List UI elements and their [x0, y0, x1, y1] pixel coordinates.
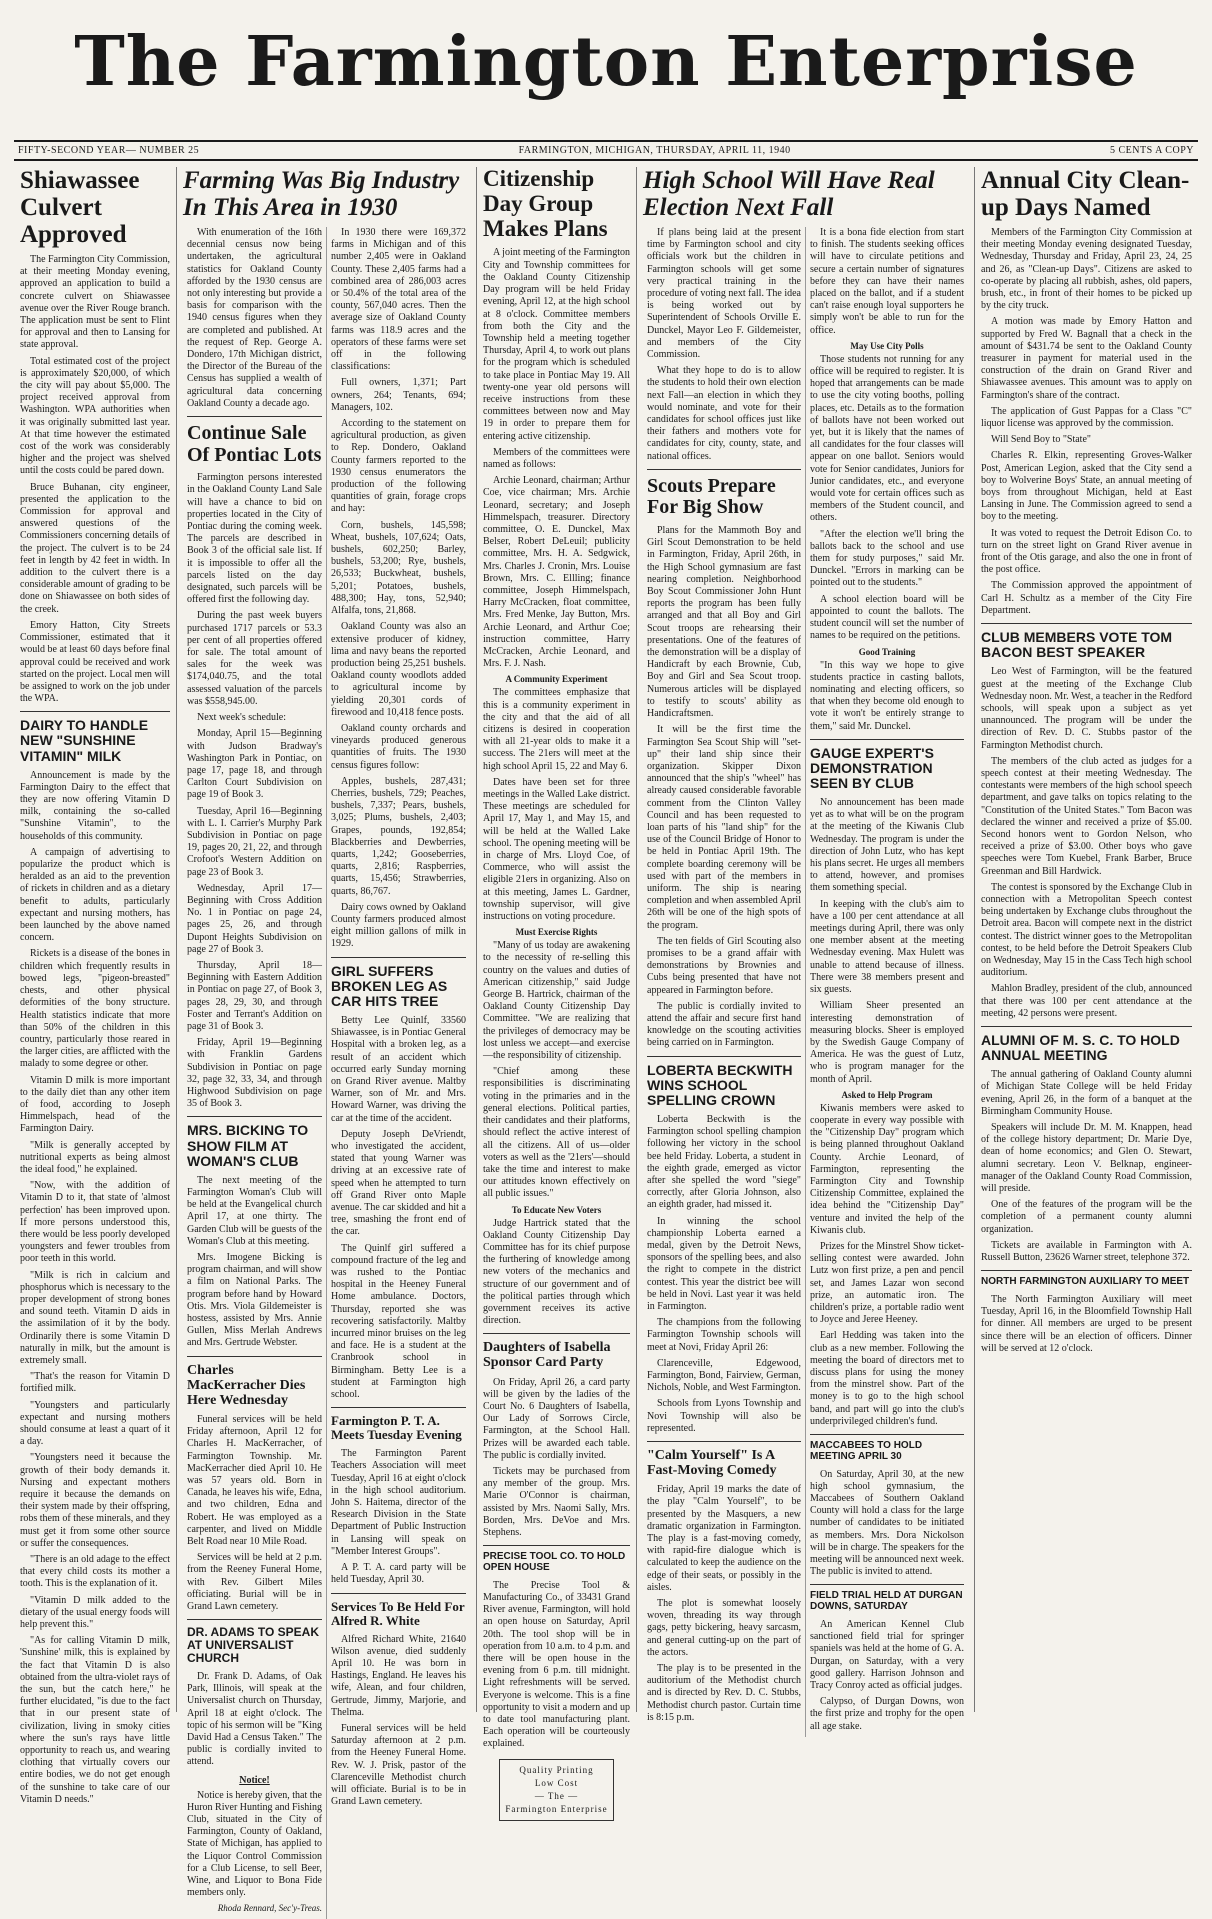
headline-scouts: Scouts Prepare For Big Show — [647, 474, 776, 519]
divider — [810, 1584, 964, 1585]
article-body-beckwith — [647, 1114, 801, 1435]
paragraph: Calypso, of Durgan Downs, won the first prize and trophy for the open all age stake. — [810, 1696, 964, 1732]
column-2-split — [183, 227, 470, 1919]
paragraph: Loberta Beckwith is the Farmington school spelling champion following her victory in the school bee held Friday. Loberta, a student in the eighth grade, emerged as victor after she spelled the word "siege" correctly, after Gloria Johnson, also an eighth grader, had missed it. — [647, 1113, 801, 1211]
divider — [647, 1056, 801, 1057]
headline-pontiac: Continue Sale Of Pontiac Lots — [187, 422, 322, 466]
paragraph: The annual gathering of Oakland County alumni of Michigan State College will be held Friday evening, April 26, in the form of a banquet at the Birmingham Community House. — [981, 1069, 1192, 1117]
paragraph: Total estimated cost of the project is approximately $20,000, of which the city will pay about $5,000. The project received approval from Washington. WPA authorities when it was originally submitted last year. At that time however the estimated cost of the work was considerably higher and the project was shelved until the costs could be pared down. — [20, 355, 170, 477]
subhead: Must Exercise Rights — [515, 927, 598, 938]
paragraph: The next meeting of the Farmington Woman's Club will be held at the Evangelical church April 17, at one thirty. The Garden Club will be guests of the Woman's Club at this meeting. — [187, 1174, 322, 1247]
headline-beckwith: LOBERTA BECKWITH WINS SCHOOL SPELLING CROWN — [647, 1061, 793, 1108]
article-dairy — [20, 718, 170, 1806]
notice-signature: Rhoda Rennard, Sec'y-Treas. — [217, 1903, 322, 1914]
headline: DAIRY TO HANDLE NEW "SUNSHINE VITAMIN" MILK — [20, 717, 149, 764]
paragraph: Dr. Frank D. Adams, of Oak Park, Illinois, will speak at the Universalist church on Thursday, April 18 at eight o'clock. The topic of his sermon will be "King David Had a Census Taken." The public is cordially invited to attend. — [187, 1671, 322, 1768]
paragraph: In keeping with the club's aim to have a 100 per cent attendance at all meetings during April, there was only one member absent at the meeting Wednesday evening. Max Hulett was unable to attend because of illness. There were 38 members present and six guests. — [810, 898, 964, 996]
subhead: A Community Experiment — [505, 674, 608, 685]
paragraph: Funeral services will be held Saturday afternoon at 2 p.m. from the Heeney Funeral Home. Rev. W. J. Prisk, pastor of the Clarenceville Methodist church will officiate. Burial is to be in Grand Lawn cemetery. — [331, 1722, 466, 1808]
headline-election: High School Will Have Real Election Next Fall — [643, 167, 935, 221]
paragraph: Bruce Buhanan, city engineer, presented the application to the Commission for approval and answered questions of the Commissioners concerning details of the project. The culvert is to be 24 feet in length by 42 feet in width. In addition to the culvert there is a considerable amount of grading to be done on Shiawassee on both sides of the creek. — [20, 481, 170, 615]
column-4-split — [643, 227, 968, 1737]
advert-line: Farmington Enterprise — [505, 1803, 608, 1814]
paragraph: Those students not running for any office will be required to register. It is hoped that arrangements can be made to use the city voting booths, polling places, etc. Details as to the formation of ballots have not been worked out yet, but it is likely that the names of all candidates for the four classes will appear on one ballot. Seniors would vote for Senior candidates, Juniors for Junior candidates, etc., and everyone would vote for certain offices such as members of the Student council, and others. — [810, 353, 964, 524]
paragraph: The North Farmington Auxiliary will meet Tuesday, April 16, in the Bloomfield Township Hall for dinner. All members are urged to be present since there will be an election of officers. Dinner will be served at 12 o'clock. — [981, 1294, 1192, 1354]
paragraph: Services will be held at 2 p.m. from the Reeney Funeral Home, with Rev. Gilbert Miles officiating. Burial will be in Grand Lawn cemetery. — [187, 1552, 322, 1612]
paragraph: The Farmington Parent Teachers Association will meet Tuesday, April 16 at eight o'clock in the high school auditorium. John S. Haitema, director of the Research Division in the State Department of Public Instruction in Lansing will speak on "Member Interest Groups". — [331, 1448, 466, 1557]
paragraph: Deputy Joseph DeVriendt, who investigated the accident, stated that young Warner was driving at an excessive rate of speed when he attempted to turn off Grand River onto Maple avenue. The car skidded and hit a tree, smashing the front end of the car. — [331, 1128, 466, 1238]
article-body-farming-b — [331, 227, 466, 951]
article-body-bicking — [187, 1175, 322, 1350]
headline-cleanup: Annual City Clean-up Days Named — [981, 167, 1190, 221]
article-body-auxiliary — [981, 1294, 1192, 1355]
paragraph: Farmington persons interested in the Oakland County Land Sale will have a chance to bid on properties located in the City of Pontiac during the coming week. The parcels are described in Book 3 of the official sale list. If it is impossible to offer all the parcels listed on the day designated, such parcels will be offered first the following day. — [187, 472, 322, 606]
paragraph: "Now, with the addition of Vitamin D to it, that state of 'almost perfection' has been improved upon. If more persons understood this, there would be less poorly developed youngsters and fewer troubles from poor teeth in this world. — [20, 1180, 170, 1265]
price: 5 CENTS A COPY — [1110, 145, 1194, 156]
article-body-citizenship-4 — [483, 1218, 630, 1328]
paragraph: What they hope to do is to allow the students to hold their own election next Fall—an election in which they would nominate, and vote for their candidates for school offices just like their fathers and mothers vote for candidates for city, county, state, and national offices. — [647, 365, 801, 462]
article-body-election-b — [810, 227, 964, 337]
headline-precise: PRECISE TOOL CO. TO HOLD OPEN HOUSE — [483, 1551, 626, 1573]
divider — [187, 416, 322, 417]
column-2 — [177, 167, 477, 1914]
paragraph: A joint meeting of the Farmington City and Township committees for the Oakland County Citizenship Day program will be held Friday evening, April 12, at the high school at 8 o'clock. Committee members from both the City and the Township held a meeting together Thursday, April 4, to work out plans for the program which is scheduled to take place in Pontiac May 19. All twenty-one year old persons will receive instructions from these committees between now and May 19 in order to prepare them for entering active citizenship. — [483, 247, 630, 442]
paragraph: "Vitamin D milk added to the dietary of the usual energy foods will help prevent this." — [20, 1594, 170, 1631]
headline-alumni: ALUMNI OF M. S. C. TO HOLD ANNUAL MEETING — [981, 1032, 1180, 1064]
headline-maccabees: MACCABEES TO HOLD MEETING APRIL 30 — [810, 1440, 923, 1462]
article-body-mackerracher — [187, 1414, 322, 1613]
headline-gauge: GAUGE EXPERT'S DEMONSTRATION SEEN BY CLUB — [810, 744, 934, 791]
paragraph: Oakland County was also an extensive producer of kidney, lima and navy beans the reported production being 25,251 bushels. Oakland county woodlots added to agricultural income by yielding 20,301 cords of firewood and 10,418 fence posts. — [331, 621, 466, 718]
paragraph: Speakers will include Dr. M. M. Knappen, head of the college history department; Dr. Marie Dye, dean of home economics; and Glen O. Stewart, alumni secretary. Leon V. Belknap, engineer-manager of the Oakland County Road Commission, will preside. — [981, 1122, 1192, 1195]
article-body-durgan — [810, 1619, 964, 1733]
article-body-citizenship-3 — [483, 940, 630, 1200]
paragraph: It is a bona fide election from start to finish. The students seeking offices will have to circulate petitions and secure a certain number of signatures before they can have their names placed on the ballot, and if a student can't raise enough loyal supporters he simply won't be able to run for the office. — [810, 227, 964, 336]
paragraph: The plot is somewhat loosely woven, threading its way through gags, petty bickering, heavy sarcasm, and general cutting-up on the part of the actors. — [647, 1598, 801, 1658]
paragraph: On Friday, April 26, a card party will be given by the ladies of the Court No. 6 Daughters of Isabella, Our Lady of Sorrows Circle, Farmington, at the School Hall. Prizes will be awarded each table. The public is cordially invited. — [483, 1376, 630, 1461]
divider — [647, 469, 801, 470]
dateline-bar — [14, 140, 1198, 161]
article-body-election-2 — [810, 354, 964, 643]
divider — [647, 1441, 801, 1442]
headline-bicking: MRS. BICKING TO SHOW FILM AT WOMAN'S CLUB — [187, 1122, 309, 1169]
paragraph: A campaign of advertising to popularize the product which is heralded as an aid to the prevention of rickets in children and as a dietary benefit to adults, particularly expectant and nursing mothers, has been launched by the above named concern. — [20, 846, 170, 944]
paragraph: With enumeration of the 16th decennial census now being undertaken, the agricultural statistics for Oakland County afforded by the 1930 census are not only interesting but provide a basis for comparison with the 1940 census figures when they are completed and published. At the request of Rep. George A. Dondero, 17th Michigan district, the Director of the Bureau of the Census has supplied a wealth of agricultural data concerning Oakland County a decade ago. — [187, 227, 322, 409]
divider — [187, 1116, 322, 1117]
article-body-election-3 — [810, 660, 964, 733]
headline-mackerracher: Charles MacKerracher Dies Here Wednesday — [187, 1362, 306, 1408]
article-body-girl — [331, 1015, 466, 1401]
article-body-citizenship-2 — [483, 687, 630, 923]
article-body-isabella — [483, 1377, 630, 1540]
article-body-pontiac — [187, 472, 322, 1110]
headline: Shiawassee Culvert Approved — [20, 167, 140, 248]
paragraph: Vitamin D milk is more important to the daily diet than any other item of food, according to Joseph Himmelspach, head of the Farmington Dairy. — [20, 1074, 170, 1135]
paragraph: Tickets are available in Farmington with A. Russell Button, 23626 Warner street, telephone 372. — [981, 1239, 1192, 1264]
paragraph: Schools from Lyons Township and Novi Township will also be represented. — [647, 1398, 801, 1434]
divider — [187, 1356, 322, 1357]
paragraph: Dates have been set for three meetings in the Walled Lake district. These meetings are scheduled for April 17, May 1, and May 15, and will be held at the Walled Lake school. The opening meeting will be in charge of Mrs. Lloyd Coe, of Commerce, who will assist the eligible 21ers in organizing. Also on at this meeting, James L. Gardner, township supervisor, will give instructions on voting procedure. — [483, 776, 630, 923]
masthead-title: The Farmington Enterprise — [74, 22, 1138, 102]
paragraph: A P. T. A. card party will be held Tuesday, April 30. — [331, 1562, 466, 1586]
paragraph: During the past week buyers purchased 1717 parcels or 53.3 per cent of all properties offered for sale. The total amount of sales for the week was $174,040.75, and the total assessed valuation of the parcels was $558,945.00. — [187, 610, 322, 707]
column-4a — [643, 227, 805, 1737]
paragraph: "That's the reason for Vitamin D fortified milk. — [20, 1371, 170, 1395]
paragraph: Friday, April 19—Beginning with Franklin Gardens Subdivision in Pontiac on page 32, page 32, 33, 34, and through Highwood Subdivision on page 35 of Book 3. — [187, 1037, 322, 1110]
paragraph: The committees emphasize that this is a community experiment in the city and that the aid of all citizens is desired in cooperation with all 21-year olds to make it a success. The 21ers will meet at the high school April 15, 22 and May 6. — [483, 687, 630, 772]
paragraph: Rickets is a disease of the bones in children which frequently results in bowed legs, "pigeon-breasted" chests, and other physical deformities of the bony structure. Health statistics indicate that more than 50% of the children in this country, particularly those reared in the larger cities, are afflicted with the malady to some degree or other. — [20, 948, 170, 1070]
paragraph: It was voted to request the Detroit Edison Co. to turn on the street light on Grand River avenue in front of the Otis garage, and also the one in front of the post office. — [981, 527, 1192, 576]
subhead: Good Training — [858, 646, 916, 657]
paragraph: The Commission approved the appointment of Carl H. Schultz as a member of the City Fire Department. — [981, 580, 1192, 616]
paragraph: "In this way we hope to give students practice in casting ballots, nominating and electing officers, so that when they become old enough to vote it won't be entirely strange to them," said Mr. Dunckel. — [810, 659, 964, 732]
article-body-election-a — [647, 227, 801, 463]
article-body-calm — [647, 1484, 801, 1724]
paragraph: Dairy cows owned by Oakland County farmers produced almost eight million gallons of milk in 1929. — [331, 901, 466, 950]
headline-auxiliary: NORTH FARMINGTON AUXILIARY TO MEET — [981, 1276, 1190, 1288]
paragraph: The application of Gust Pappas for a Class "C" liquor license was approved by the commission. — [981, 405, 1192, 430]
article-body-scouts — [647, 525, 801, 1050]
article-body-white — [331, 1634, 466, 1809]
paragraph: The Quinlf girl suffered a compound fracture of the leg and was rushed to the Pontiac hospital in the Heeney Funeral Home ambulance. Doctors, Thursday, reported she was recovering satisfactorily. Maltby incurred minor bruises on the leg and face. He is a student at the Cranbrook school in Birmingham. Betty Lee is a student at Farmington high school. — [331, 1242, 466, 1400]
headline-bacon: CLUB MEMBERS VOTE TOM BACON BEST SPEAKER — [981, 629, 1173, 661]
article-body-farming-a — [187, 227, 322, 410]
columns — [14, 166, 1198, 1914]
paragraph: "Chief among these responsibilities is discriminating voting in the primaries and in the general elections. Political parties, their candidates and their platforms, should reflect the active interest of all the citizens. All of us—older voters as well as the '21ers'—should take the time and interest to make our attitudes known effectively on all public issues." — [483, 1066, 630, 1200]
paragraph: "As for calling Vitamin D milk, 'Sunshine' milk, this is explained by the fact that Vitamin D is also obtained from the ultra-violet rays of the sun, but the catch here," he further elucidated, "is due to the fact that in our present state of civilization, living in smoky cities where the sun's rays have little opportunity to reach us, and wearing clothing that virtually covers our entire bodies, we do not get enough of the sunshine to take care of our Vitamin D needs." — [20, 1635, 170, 1805]
paragraph: Funeral services will be held Friday afternoon, April 12 for Charles H. MacKerracher, of Farmington Township. Mr. MacKerracher died April 10. He was 57 years old. Born in Canada, he leaves his wife, Edna, and two children, Edna and Robert. He was employed as a carpenter, and lived on Middle Belt Road near 10 Mile Road. — [187, 1413, 322, 1547]
paragraph: An American Kennel Club sanctioned field trial for springer spaniels was held at the home of G. A. Durgan, on Saturday, with a very good gallery. Harrison Johnson and Tracy Conroy acted as official judges. — [810, 1619, 964, 1692]
article-body-adams — [187, 1671, 322, 1769]
paragraph: Kiwanis members were asked to cooperate in every way possible with the "Citizenship Day" program which is being planned throughout Oakland County. Archie Leonard, of Farmington, representing the Farmington City and Township Citizenship Committee, explained the idea behind the "Citizenship Day" venture and invited the help of the Kiwanis club. — [810, 1102, 964, 1236]
headline-adams: DR. ADAMS TO SPEAK AT UNIVERSALIST CHURCH — [187, 1625, 320, 1666]
divider — [20, 711, 170, 712]
headline-pta: Farmington P. T. A. Meets Tuesday Evening — [331, 1413, 462, 1443]
paragraph: Apples, bushels, 287,431; Cherries, bushels, 729; Peaches, bushels, 7,337; Pears, bushels, 3,025; Plums, bushels, 2,403; Grapes, pounds, 192,854; Blackberries and Dewberries, quarts, 1,242; Gooseberries, quarts, 2,816; Raspberries, quarts, 15,456; Strawberries, quarts, 86,767. — [331, 775, 466, 897]
paragraph: Judge Hartrick stated that the Oakland County Citizenship Day Committee has for its chief purpose the furthering of knowledge among new voters of the mechanics and structure of our government and of the political parties through which government receives its active direction. — [483, 1217, 630, 1327]
column-4 — [637, 167, 975, 1732]
paragraph: Mahlon Bradley, president of the club, announced that there was 100 per cent attendance at the meeting, 42 persons were present. — [981, 983, 1192, 1019]
paragraph: Clarenceville, Edgewood, Farmington, Bond, Fairview, German, Nichols, Noble, and West Farmington. — [647, 1357, 801, 1394]
paragraph: One of the features of the program will be the completion of a permanent county alumni organization. — [981, 1199, 1192, 1235]
headline-white: Services To Be Held For Alfred R. White — [331, 1598, 465, 1628]
paragraph: A school election board will be appointed to count the ballots. The student council will set the number of names to be required on the petitions. — [810, 593, 964, 642]
headline-durgan: FIELD TRIAL HELD AT DURGAN DOWNS, SATURDAY — [810, 1590, 963, 1613]
paragraph: "Many of us today are awakening to the necessity of re-selling this country on the values and duties of American citizenship," said Judge George B. Hartrick, chairman of the Oakland County Citizenship Day Committee. "We are realizing that the privileges of democracy may be lost unless we accept—and exercise—the responsibility of citizenship. — [483, 940, 630, 1062]
divider — [981, 1026, 1192, 1027]
paragraph: It will be the first time the Farmington Sea Scout Ship will "set-up" their land ship since their organization. Skipper Dixon announced that the ship's "wheel" has already caused considerable favorable comment from the Clinton Valley Council and has been requested to loan parts of his "land ship" for the use of the Council Bridge of Honor to be held in Pontiac April 19th. The complete boarding ceremony will be used with part of the members in uniform. The ship is nearing completion and when assembled April 26th will be one of the high spots of the program. — [647, 724, 801, 931]
column-5 — [975, 167, 1198, 1712]
place-date: FARMINGTON, MICHIGAN, THURSDAY, APRIL 11, 1940 — [518, 145, 791, 156]
paragraph: Members of the committees were named as follows: — [483, 446, 630, 470]
column-2b — [326, 227, 470, 1919]
divider — [810, 1434, 964, 1435]
article-body-gauge-2 — [810, 1103, 964, 1428]
headline-calm: "Calm Yourself" Is A Fast-Moving Comedy — [647, 1447, 777, 1479]
article-body-cleanup — [981, 227, 1192, 617]
paragraph: Will Send Boy to "State" — [991, 434, 1091, 446]
paragraph: Alfred Richard White, 21640 Wilson avenue, died suddenly April 10. He was born in Hastings, England. He leaves his wife, Alean, and four children, Gertrude, Jimmy, Marjorie, and Thelma. — [331, 1633, 466, 1718]
paragraph: The Precise Tool & Manufacturing Co., of 33431 Grand River avenue, Farmington, will hold an open house on Saturday, April 20th. The tool shop will be in operation from 10 a.m. to 4 p.m. and there will be open house in the evening from 6 p.m. till midnight. Light refreshments will be served. Everyone is welcome. This is a fine opportunity to visit a modern and up to date tool manufacturing plant. Each operation will be courteously explained. — [483, 1579, 630, 1750]
printing-advert — [499, 1759, 614, 1821]
divider — [981, 623, 1192, 624]
headline-farming: Farming Was Big Industry In This Area in 1930 — [183, 167, 460, 221]
paragraph: No announcement has been made yet as to what will be on the program at the meeting of the Kiwanis Club Wednesday. The program is under the direction of John Lutz, who has kept his plans secret. He urges all members to attend, however, and promises them something special. — [810, 797, 964, 894]
notice-body: Notice is hereby given, that the Huron River Hunting and Fishing Club, situated in the City of Farmington, County of Oakland, State of Michigan, has applied to the Liquor Control Commission for a Club License, to sell Beer, Wine, and Liquor to Bona Fide members only. — [187, 1789, 322, 1899]
paragraph: Emory Hatton, City Streets Commissioner, estimated that it would be at least 60 days before final approval could be received and work started on the project. Local men will be assigned to work on the job under the WPA. — [20, 619, 170, 705]
divider — [331, 1407, 466, 1408]
paragraph: The champions from the following Farmington Township schools will meet at Novi, Friday April 26: — [647, 1317, 801, 1353]
paragraph: In winning the school championship Loberta earned a medal, given by the Detroit News, sponsors of the spelling bees, and also the right to compete in the district contest. This year the district bee will be held in Novi. Last year it was held in Farmington. — [647, 1215, 801, 1312]
column-4b — [805, 227, 968, 1737]
paragraph: Thursday, April 18—Beginning with Eastern Addition in Pontiac on page 27, of Book 3, pages 28, 29, 30, and through Foster and Terrant's Addition on page 31 of Book 3. — [187, 959, 322, 1032]
paragraph: Announcement is made by the Farmington Dairy to the effect that they are now offering Vitamin D milk, containing the so-called "Sunshine Vitamin", to the households of this community. — [20, 769, 170, 842]
paragraph: According to the statement on agricultural production, as given to Rep. Dondero, Oakland County farmers reported to the 1930 census enumerators the production of the following quantities of grain, forage crops and hay: — [331, 418, 466, 515]
paragraph: The public is cordially invited to attend the affair and secure first hand knowledge on the scouting activities being carried on in Farmington. — [647, 1000, 801, 1049]
paragraph: On Saturday, April 30, at the new high school gymnasium, the Maccabees of Southern Oakland County will hold a class for the large number of candidates to be initiated as members. Mrs. Dora Nickolson will be in charge. The speakers for the meeting will be announced next week. The public is invited to attend. — [810, 1468, 964, 1578]
notice-title: Notice! — [239, 1774, 270, 1786]
paragraph: William Sheer presented an interesting demonstration of measuring blocks. Sheer is employed by the Swedish Gauge Company of America. He was the guest of Lutz, who is program manager for the month of April. — [810, 1000, 964, 1085]
headline-citizenship: Citizenship Day Group Makes Plans — [483, 166, 608, 241]
volume-number: FIFTY-SECOND YEAR— NUMBER 25 — [18, 145, 200, 156]
paragraph: Mrs. Imogene Bicking is program chairman, and will show a film on National Parks. The program before hand by Howard Otis. Mrs. Viola Gildemeister is hostess, assisted by Mrs. Annie Gullen, Miss Merlah Andrews and Mrs. Gertrude Webster. — [187, 1251, 322, 1349]
article-body-maccabees — [810, 1469, 964, 1579]
article-culvert — [20, 167, 170, 705]
divider — [331, 1593, 466, 1594]
article-body-citizenship — [483, 247, 630, 670]
paragraph: Wednesday, April 17—Beginning with Cross Addition No. 1 in Pontiac on page 24, pages 25, 26, and through Dupont Heights Subdivision on page 27 of Book 3. — [187, 882, 322, 955]
paragraph: Full owners, 1,371; Part owners, 264; Tenants, 694; Managers, 102. — [331, 377, 466, 413]
paragraph: Tickets may be purchased from any member of the group. Mrs. Marie O'Connor is chairman, assisted by Mrs. Naomi Sally, Mrs. Borden, Mrs. DeVoe and Mrs. Stephens. — [483, 1465, 630, 1538]
paragraph: Charles R. Elkin, representing Groves-Walker Post, American Legion, asked that the City send a boy to Wolverine Boys' State, an annual meeting of boys from throughout Michigan, held at East Lansing in June. The Commission agreed to send a boy to the meeting. — [981, 450, 1192, 523]
divider — [331, 957, 466, 958]
column-3 — [477, 166, 637, 1814]
divider — [483, 1333, 630, 1334]
paragraph: Monday, April 15—Beginning with Judson Bradway's Washington Park in Pontiac, on page 17, page 18, and through Carlton Court Subdivision on page 19 of Book 3. — [187, 728, 322, 801]
advert-line: Low Cost — [534, 1777, 579, 1788]
paragraph: The members of the club acted as judges for a speech contest at their meeting Wednesday. The contestants were members of the high school speech department, and gave talks on topics relating to the "Constitution of the United States." Tom Bacon was declared the winner and received a prize of $5.00. Second honors went to Gordon Nelson, who received a prize of $3.00. Other boys who gave speeches were Tom Kuebel, Frank Barber, Bruce Greenman and Bill Hardwick. — [981, 755, 1192, 877]
paragraph: In 1930 there were 169,372 farms in Michigan and of this number 2,405 were in Oakland County. These 2,405 farms had a combined area of 286,003 acres or 50.4% of the total area of the county, 567,040 acres. Then the average size of Oakland County farms was 118.9 acres and the operators of these farms were set off in the following classifications: — [331, 227, 466, 373]
paragraph: "Youngsters need it because the growth of their body demands it. Nursing and expectant mothers require it because the demands on their system made by their offspring, robs them of these minerals, and they must get it from some other source or suffer the consequences. — [20, 1452, 170, 1549]
advert-line: Quality Printing — [519, 1764, 594, 1775]
advert-line: — The — — [534, 1790, 579, 1801]
subhead: To Educate New Voters — [511, 1204, 602, 1215]
paragraph: The play is to be presented in the auditorium of the Methodist church and is directed by Rev. D. C. Stubbs, Methodist church pastor. Curtain time is 8:15 p.m. — [647, 1663, 801, 1723]
paragraph: "After the election we'll bring the ballots back to the school and use them for study purposes," said Mr. Dunckel. "Errors in marking can be pointed out to the students." — [810, 528, 964, 589]
divider — [810, 739, 964, 740]
column-1 — [14, 167, 177, 1805]
paragraph: Tuesday, April 16—Beginning with L. I. Carrier's Murphy Park Subdivision in Pontiac on page 19, pages 20, 21, 22, and through Crofoot's Western Addition on page 23 of Book 3. — [187, 805, 322, 878]
divider — [187, 1619, 322, 1620]
headline-isabella: Daughters of Isabella Sponsor Card Party — [483, 1340, 611, 1371]
article-body — [20, 254, 170, 705]
divider — [483, 1545, 630, 1546]
paragraph: The ten fields of Girl Scouting also promises to be a grand affair with demonstrations by Brownies and Cubs being presented that have not appeared in Farmington before. — [647, 935, 801, 996]
article-body-precise — [483, 1580, 630, 1751]
paragraph: Archie Leonard, chairman; Arthur Coe, vice chairman; Mrs. Archie Leonard, secretary; and Joseph Himmelspach, treasurer. Directory committee, O. E. Dunckel, Max Belser, Robert DeLeuil; publicity committee, Mrs. H. A. Sedgwick, Mrs. Charles J. Cronin, Mrs. Louise Brown, Mrs. C. Ellling; finance committee, Joseph Himmelspach, Harry McCracken, float committee, Mrs. Fred Menke, Jay Button, Mrs. Archie Leonard, and Arthur Coe; instruction committee, Harry McCracken, Archie Leonard, and Mrs. F. J. Nash. — [483, 475, 630, 670]
divider — [981, 1270, 1192, 1271]
paragraph: Next week's schedule: — [197, 712, 286, 724]
paragraph: If plans being laid at the present time by Farmington school and city officials work but the children in Farmington schools will get some very practical training in the procedure of voting next fall. The idea is being worked out by Superintendent of Schools Orville E. Dunckel, Mayor Leo F. Gildemeister, and members of the City Commission. — [647, 227, 801, 361]
paragraph: Betty Lee Quinlf, 33560 Shiawassee, is in Pontiac General Hospital with a broken leg, as a result of an accident which occurred early Sunday morning on Grand River avenue. Maltby Warner, son of Mr. and Mrs. Howard Warner, was driving the car at the time of the accident. — [331, 1014, 466, 1124]
paragraph: Friday, April 19 marks the date of the play "Calm Yourself", to be presented by the Masquers, a new dramatic organization in Farmington. The play is a fast-moving comedy, with rapid-fire dialogue which is calculated to keep the audience on the edge of their seats, or possibly in the aisles. — [647, 1484, 801, 1593]
paragraph: Members of the Farmington City Commission at their meeting Monday evening designated Tuesday, Wednesday, Thursday and Friday, April 23, 24, 25 and 26, as "Clean-up Days". Citizens are asked to co-operate by placing all rubbish, ashes, old papers, brush, etc., in front of their homes to be picked up by the city truck. — [981, 227, 1192, 312]
article-body — [20, 770, 170, 1806]
paragraph: "Milk is generally accepted by nutritional experts as being almost the ideal food," he explained. — [20, 1139, 170, 1175]
subhead: May Use City Polls — [850, 340, 924, 351]
paragraph: "There is an old adage to the effect that every child costs its mother a tooth. This is the explanation of it. — [20, 1554, 170, 1590]
paragraph: The contest is sponsored by the Exchange Club in connection with a Metropolitan Speech contest being undertaken by Exchange clubs throughout the Detroit area. Bacon will compete next in the district contest. The district winner goes to the Metropolitan contest, to be held before the Detroit Speakers Club on Wednesday, May 15 in the Cass Tech high school auditorium. — [981, 881, 1192, 979]
paragraph: Leo West of Farmington, will be the featured guest at the meeting of the Exchange Club Wednesday noon. Mr. West, a teacher in the Redford schools, will speak upon a subject as yet unannounced. The program will be under the direction of Rev. D. C. Stubbs pastor of the Farmington Methodist church. — [981, 666, 1192, 751]
paragraph: Prizes for the Minstrel Show ticket-selling contest were awarded. John Lutz won first prize, a pen and pencil set, and James Lazar won second prize, an automatic iron. The children's prize, a portable radio went to Joyce and Jeree Heeney. — [810, 1240, 964, 1326]
paragraph: A motion was made by Emory Hatton and supported by Fred W. Bagnall that a check in the amount of $431.74 be sent to the Oakland County treasurer in payment for material used in the construction of the drain on Grand River and Shiawassee avenues. This amount was to apply on Farmington's share of the contract. — [981, 316, 1192, 401]
paragraph: Oakland county orchards and vineyards produced generous quantities of fruits. The 1930 census figures follow: — [331, 722, 466, 771]
column-2a — [183, 227, 326, 1919]
paragraph: Earl Hedding was taken into the club as a new member. Following the meeting the board of directors met to discuss plans for using the money from the minstrel show. Part of the money is to go to the high school band, and part will go into the club's underprivileged children's fund. — [810, 1330, 964, 1427]
paragraph: Corn, bushels, 145,598; Wheat, bushels, 107,624; Oats, bushels, 602,250; Barley, bushels, 53,200; Rye, bushels, 26,533; Buckwheat, bushels, 5,201; Potatoes, bushels, 488,300; Hay, tons, 52,940; Alfalfa, tons, 21,868. — [331, 519, 466, 617]
article-body-bacon — [981, 666, 1192, 1020]
article-body-alumni — [981, 1069, 1192, 1264]
article-body-pta — [331, 1448, 466, 1586]
paragraph: Plans for the Mammoth Boy and Girl Scout Demonstration to be held in Farmington, Friday, April 26th, in the High School gymnasium are fast nearing completion. Neighborhood Boy Scout Commissioner John Hunt reports the program has been fully arranged and that all Boy and Girl Scout troops are rehearsing their presentations. One of the features of the demonstration will be a display of Handicraft by each Brownie, Cub, Boy and Girl and Sea Scout troop. Numerous articles will be displayed to testify to scouts' ability as Handicraftsmen. — [647, 525, 801, 720]
paragraph: "Milk is rich in calcium and phosphorus which is necessary to the proper development of strong bones and sound teeth. Vitamin D aids in the assimilation of it by the body. Ordinarily there is some Vitamin D naturally in milk, but the amount is extremely small. — [20, 1269, 170, 1366]
paragraph: The Farmington City Commission, at their meeting Monday evening, approved an application to build a concrete culvert on Shiawassee avenue over the River Rouge branch. The application must be sent to Flint for approval and then to Lansing for state approval. — [20, 254, 171, 351]
headline-girl: GIRL SUFFERS BROKEN LEG AS CAR HITS TREE — [331, 962, 448, 1009]
paragraph: "Youngsters and particularly expectant and nursing mothers should consume at least a quart of it a day. — [20, 1399, 170, 1448]
subhead: Asked to Help Program — [841, 1089, 933, 1100]
article-body-gauge — [810, 797, 964, 1086]
